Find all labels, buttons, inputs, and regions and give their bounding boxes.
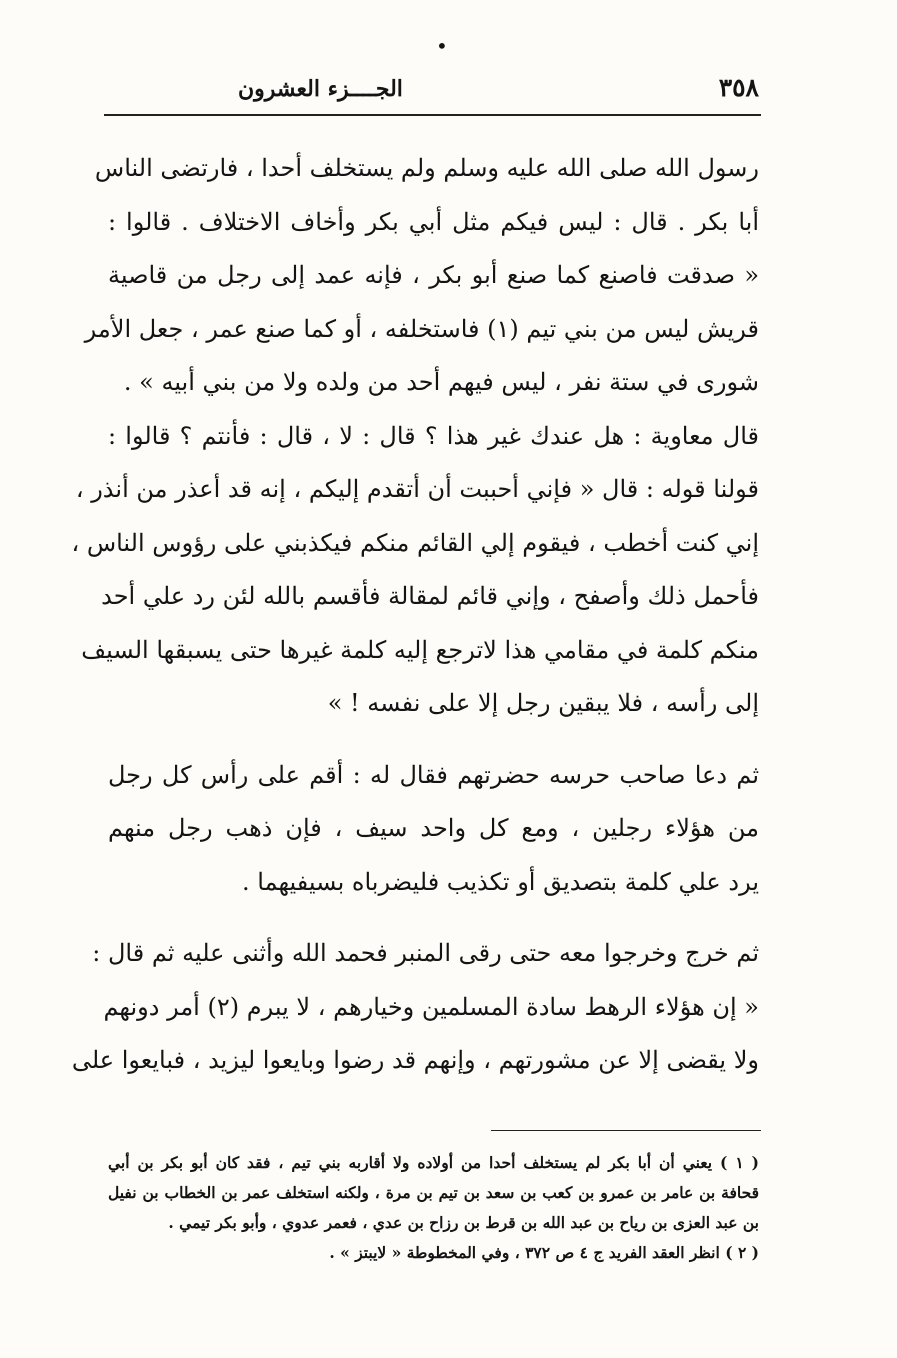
- running-title: الجــــزء العشرون: [238, 76, 403, 102]
- text-line: من هؤلاء رجلين ، ومع كل واحد سيف ، فإن ذهب رجل منهم: [108, 814, 759, 842]
- text-line: « إن هؤلاء الرهط سادة المسلمين وخيارهم ، لا يبرم (٢) أمر دونهم: [103, 992, 759, 1021]
- text-line: أبا بكر . قال : ليس فيكم مثل أبي بكر وأخاف الاختلاف . قالوا :: [108, 207, 759, 236]
- footnote-line: ( ٢ ) انظر العقد الفريد ج ٤ ص ٣٧٢ ، وفي المخطوطة « لايبتز » .: [329, 1243, 759, 1262]
- footnote-line: ( ١ ) يعني أن أبا بكر لم يستخلف أحدا من أولاده ولا أقاربه بني تيم ، فقد كان أبو بكر بن أبي: [108, 1153, 760, 1172]
- text-line: منكم كلمة في مقامي هذا لاترجع إليه كلمة غيرها حتى يسبقها السيف: [81, 635, 759, 664]
- text-line: رسول الله صلى الله عليه وسلم ولم يستخلف أحدا ، فارتضى الناس: [94, 154, 759, 182]
- header-dot: •: [436, 34, 448, 58]
- page-header: [108, 64, 759, 102]
- text-line: ثم خرج وخرجوا معه حتى رقى المنبر فحمد الله وأثنى عليه ثم قال :: [92, 939, 759, 967]
- text-line: ثم دعا صاحب حرسه حضرتهم فقال له : أقم على رأس كل رجل: [108, 760, 759, 789]
- paragraph-3: [71, 927, 759, 1088]
- text-line: إني كنت أخطب ، فيقوم إلي القائم منكم فيكذبني على رؤوس الناس ،: [71, 528, 759, 557]
- text-line: إلى رأسه ، فلا يبقين رجل إلا على نفسه ! »: [327, 689, 759, 717]
- header-rule: [104, 114, 761, 116]
- page-number: ٣٥٨: [718, 73, 759, 102]
- paragraph-2: [108, 749, 759, 910]
- footnote-rule: [491, 1130, 761, 1131]
- text-line: فأحمل ذلك وأصفح ، وإني قائم لمقالة فأقسم بالله لئن رد علي أحد: [101, 582, 759, 610]
- text-line: شورى في ستة نفر ، ليس فيهم أحد من ولده ولا من بني أبيه » .: [123, 368, 759, 396]
- main-text: [71, 142, 759, 1088]
- text-line: ولا يقضى إلا عن مشورتهم ، وإنهم قد رضوا وبايعوا ليزيد ، فبايعوا على: [71, 1046, 759, 1074]
- text-line: يرد علي كلمة بتصديق أو تكذيب فليضرباه بسيفيهما .: [242, 867, 759, 896]
- text-line: قال معاوية : هل عندك غير هذا ؟ قال : لا ، قال : فأنتم ؟ قالوا :: [108, 421, 759, 450]
- footnotes: [108, 1148, 759, 1268]
- text-line: « صدقت فاصنع كما صنع أبو بكر ، فإنه عمد إلى رجل من قاصية: [108, 261, 759, 289]
- paragraph-1: [71, 142, 759, 731]
- footnote-line: قحافة بن عامر بن عمرو بن كعب بن سعد بن تيم بن مرة ، ولكنه استخلف عمر بن الخطاب بن نفيل: [108, 1183, 759, 1202]
- text-line: قولنا قوله : قال « فإني أحببت أن أتقدم إليكم ، إنه قد أعذر من أنذر ،: [75, 475, 759, 503]
- footnote-line: بن عبد العزى بن رياح بن عبد الله بن قرط بن رزاح بن عدي ، فعمر عدوي ، وأبو بكر تيمي .: [168, 1213, 759, 1232]
- text-line: قريش ليس من بني تيم (١) فاستخلفه ، أو كما صنع عمر ، جعل الأمر: [84, 314, 759, 343]
